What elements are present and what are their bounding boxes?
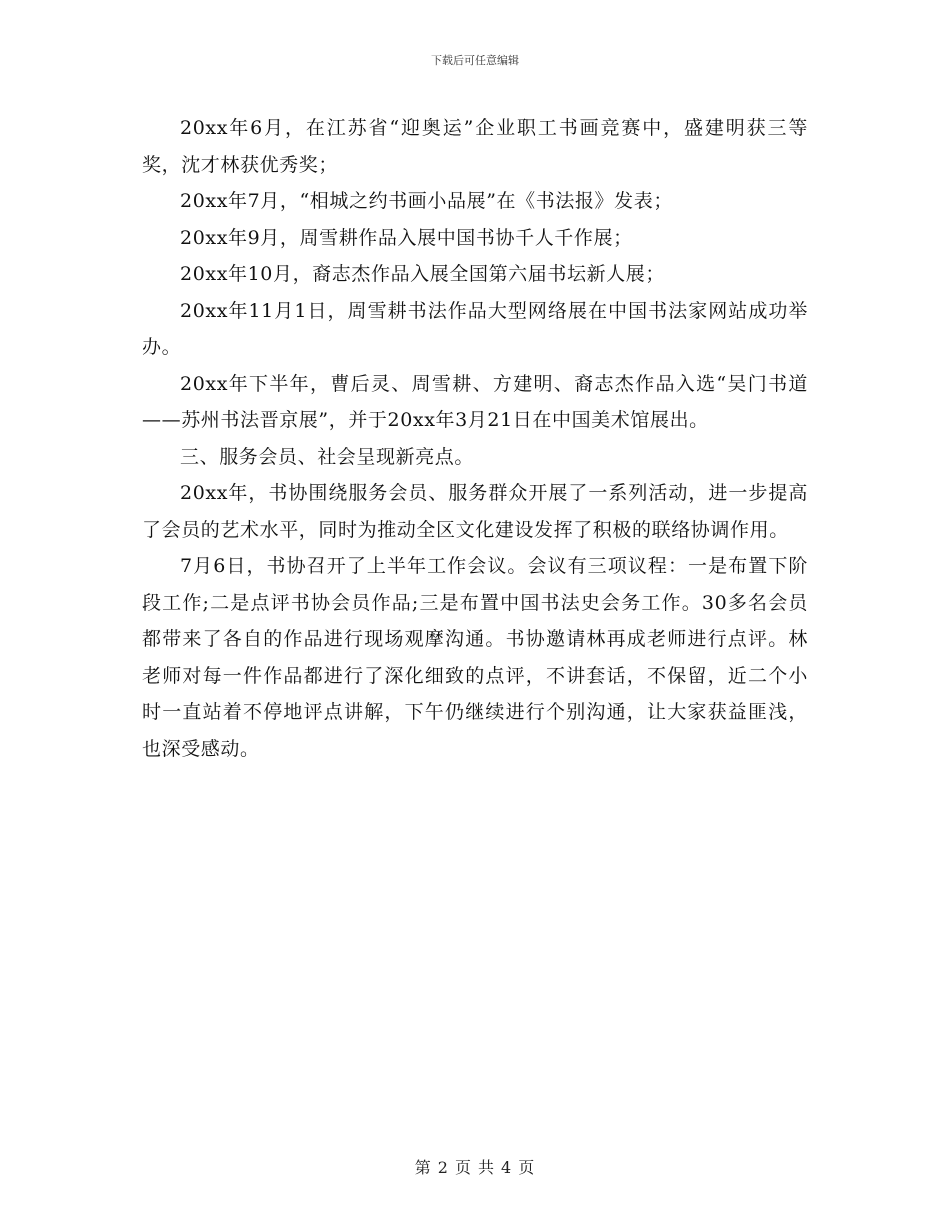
page-label-suffix: 页 (518, 1158, 536, 1177)
document-body (142, 110, 808, 767)
section-heading-3: 三、服务会员、社会呈现新亮点。 (180, 445, 475, 468)
paragraph-service-summary: 20xx年，书协围绕服务会员、服务群众开展了一系列活动，进一步提高了会员的艺术水平，同时为推动全区文化建设发挥了积极的联络协调作用。 (142, 482, 808, 541)
paragraph-september: 20xx年9月，周雪耕作品入展中国书协千人千作展； (180, 226, 633, 249)
paragraph-second-half: 20xx年下半年，曹后灵、周雪耕、方建明、裔志杰作品入选“吴门书道——苏州书法晋京展”，并于20xx年3月21日在中国美术馆展出。 (142, 372, 808, 431)
current-page-number: 2 (437, 1158, 449, 1177)
page-label-mid: 页 共 (454, 1158, 496, 1177)
page-header-note: 下载后可任意编辑 (431, 54, 519, 67)
page-label-prefix: 第 (414, 1158, 432, 1177)
paragraph-november: 20xx年11月1日，周雪耕书法作品大型网络展在中国书法家网站成功举办。 (142, 299, 808, 358)
paragraph-october: 20xx年10月，裔志杰作品入展全国第六届书坛新人展； (180, 263, 665, 285)
paragraph-june: 20xx年6月，在江苏省“迎奥运”企业职工书画竞赛中，盛建明获三等奖，沈才林获优秀奖； (142, 117, 808, 176)
paragraph-meeting: 7月6日，书协召开了上半年工作会议。会议有三项议程：一是布置下阶段工作;二是点评书协会员作品;三是布置中国书法史会务工作。30多名会员都带来了各自的作品进行现场观摩沟通。书协邀请林再成老师进行点评。林老师对每一件作品都进行了深化细致的点评，不讲套话，不保留，近二个小时一直站着不停地评点讲解，下午仍继续进行个别沟通，让大家获益匪浅，也深受感动。 (142, 555, 808, 760)
page-footer (0, 1155, 950, 1178)
paragraph-july: 20xx年7月，“相城之约书画小品展”在《书法报》发表； (180, 190, 673, 212)
total-pages-number: 4 (501, 1158, 513, 1177)
